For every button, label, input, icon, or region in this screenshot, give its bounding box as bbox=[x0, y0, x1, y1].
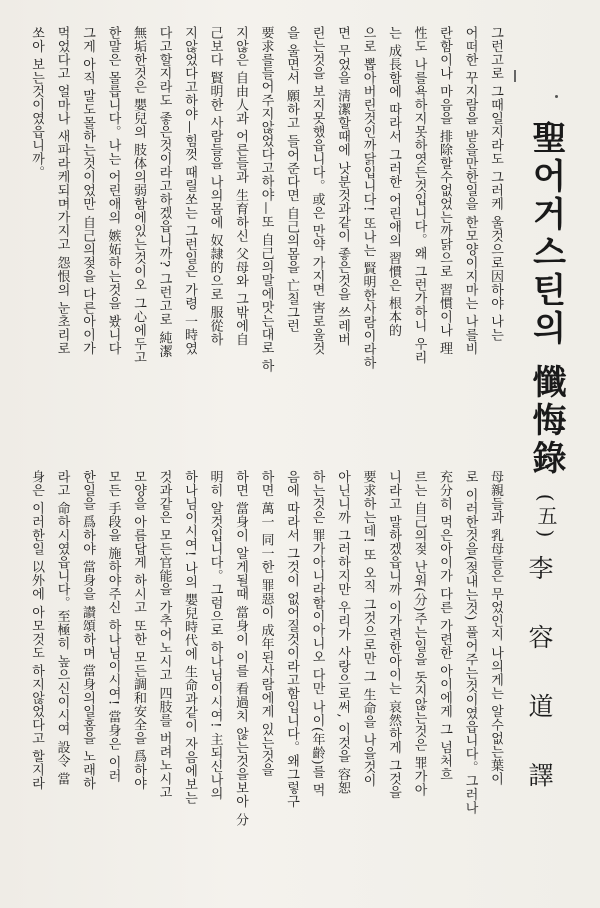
text-column: 한말은 몰릅니다。나는 어린애의 嫉妬하는것을 봤니다 bbox=[105, 26, 121, 356]
text-column: 身은 이러한일 以外에 아모것도 하지않었다고 할지라 bbox=[29, 470, 44, 791]
text-column: 을 울면서 願하고 들어준다면 自己의몸을 亡칠그런 bbox=[284, 26, 299, 333]
text-column: 지않은 自由人과 어른들과 生育하신 父母와 그밖에自 bbox=[233, 26, 248, 347]
text-column: 라고 命하시였읍니다。至極히 높으신이시여 設令 當 bbox=[54, 470, 70, 786]
text-column: 린는것을 보지못했읍니다。或은 만약 가지면 害로울것 bbox=[309, 26, 325, 356]
text-column: 하는것은 罪가아니라함이아니오 다만 나이(年齡)를 먹 bbox=[309, 470, 325, 797]
text-column: 無垢한것은 嬰兒의 肢体의弱함에있는것이오 그心에두고 bbox=[131, 26, 146, 364]
text-column: 하나님이시여! 나의 嬰兒時代에 生命과같이 자음에보는 bbox=[182, 470, 197, 805]
text-column: 르는 自己의젖 난워(分)주는일을 돗지않는것은 罪가아 bbox=[411, 470, 427, 797]
text-column: 니라고 말하겠읍니까 이가련한아이는 哀然하게 그것을 bbox=[386, 470, 401, 800]
text-column: 要求하는데! 또 오직 그것으로만 그 生命을 나을것이 bbox=[360, 470, 376, 788]
text-column: 그런고로 그때일지라도 그러케 울것으로因하야 나는 bbox=[488, 26, 503, 342]
text-column: 明히 알것입니다。그럼으로 하나님이시여! 主되신나의 bbox=[207, 470, 223, 801]
text-column: 그게 아직 말도몰하는것이었만 自己의젖을 다른아이가 bbox=[80, 26, 95, 356]
installment-number: (五) bbox=[534, 493, 558, 542]
article-title bbox=[522, 120, 571, 541]
title-text: 聖어거스틴의 懺悔錄 bbox=[526, 120, 566, 478]
text-column: 한일을 爲하야 當身을 讃頌하며 當身의일홈을 노래하 bbox=[80, 470, 95, 791]
text-column: 性도 나를욕하지못하엿든것입니다。왜 그런가하니 우리 bbox=[411, 26, 427, 364]
text-column: 먹었다고 얼마나 새파라케되며가지고 怨恨의 눈초리로 bbox=[54, 26, 70, 356]
margin-mark bbox=[514, 70, 516, 82]
text-column: 母親들과 乳母들은 무었인지 나의게는 알수없는葉이 bbox=[488, 470, 503, 786]
translator-byline: 李 容 道 譯 bbox=[525, 555, 554, 805]
text-column: 것과같은 모든官能을 가추어노시고 四肢를 버려노시고 bbox=[156, 470, 172, 800]
text-column: 모양을 아름답게 하시고 또한 모든調和安全을 爲하야 bbox=[131, 470, 146, 791]
text-column: 란함이나 마음을 排除할수없었는까닭으로 習慣이나 理 bbox=[437, 26, 452, 356]
text-column: 지않었다고하야—힘껏 때릴쏘는 그런일은 가령 一時였 bbox=[182, 26, 197, 356]
text-column: 어떠한 꾸지람을 받을만한일을 한모양이지마는 나를비 bbox=[462, 26, 478, 356]
text-column: 要求를들어주지않었다고하야—또 自己의말에맛는대로 하 bbox=[258, 26, 274, 373]
text-column: 쏘아 보는것이였읍니까。 bbox=[29, 26, 44, 180]
text-column: 으로 뽑아버린것인까닭입니다! 또나는 賢明한사람이라하 bbox=[360, 26, 376, 370]
text-column: 는 成長함에 따라서 그러한 어린애의 習慣은 根本的 bbox=[386, 26, 401, 338]
text-column: 면 무었을 淸潔할때에 낫분것과같이 좋은것을 쓰레버 bbox=[335, 26, 350, 347]
text-column: 己보다 賢明한 사람들을 나의몸에 奴隷的으로 服從하 bbox=[207, 26, 223, 347]
text-column: 하면 萬一 同一한 罪惡이 成年된사람에게 있는것을 bbox=[258, 470, 274, 777]
text-column: 음에 따라서 그것이 없어질것이라고함입니다。왜그렇구 bbox=[284, 470, 299, 808]
text-column: 모든 手段을 施하야주신 하나님이시여! 當身은 이러 bbox=[105, 470, 121, 783]
text-column: 充分히 먹은아이가 다른 가련한 아이에게 그 넘처흐 bbox=[437, 470, 452, 782]
text-column: 로 이러한것을(젖내는것) 풀어주는것이였읍니다。그러나 bbox=[462, 470, 478, 815]
margin-dot bbox=[555, 95, 558, 98]
text-column: 다고할지라도 좋은것이라고하겠읍니까? 그런고로 純潔 bbox=[156, 26, 172, 358]
text-column: 하면 當身이 알게될때 當身이 이를 看過치 않는것을보아 分 bbox=[233, 470, 248, 827]
text-column: 아닌니까 그러하지만 우리가 사랑으로써, 이것을 容恕 bbox=[335, 470, 350, 795]
